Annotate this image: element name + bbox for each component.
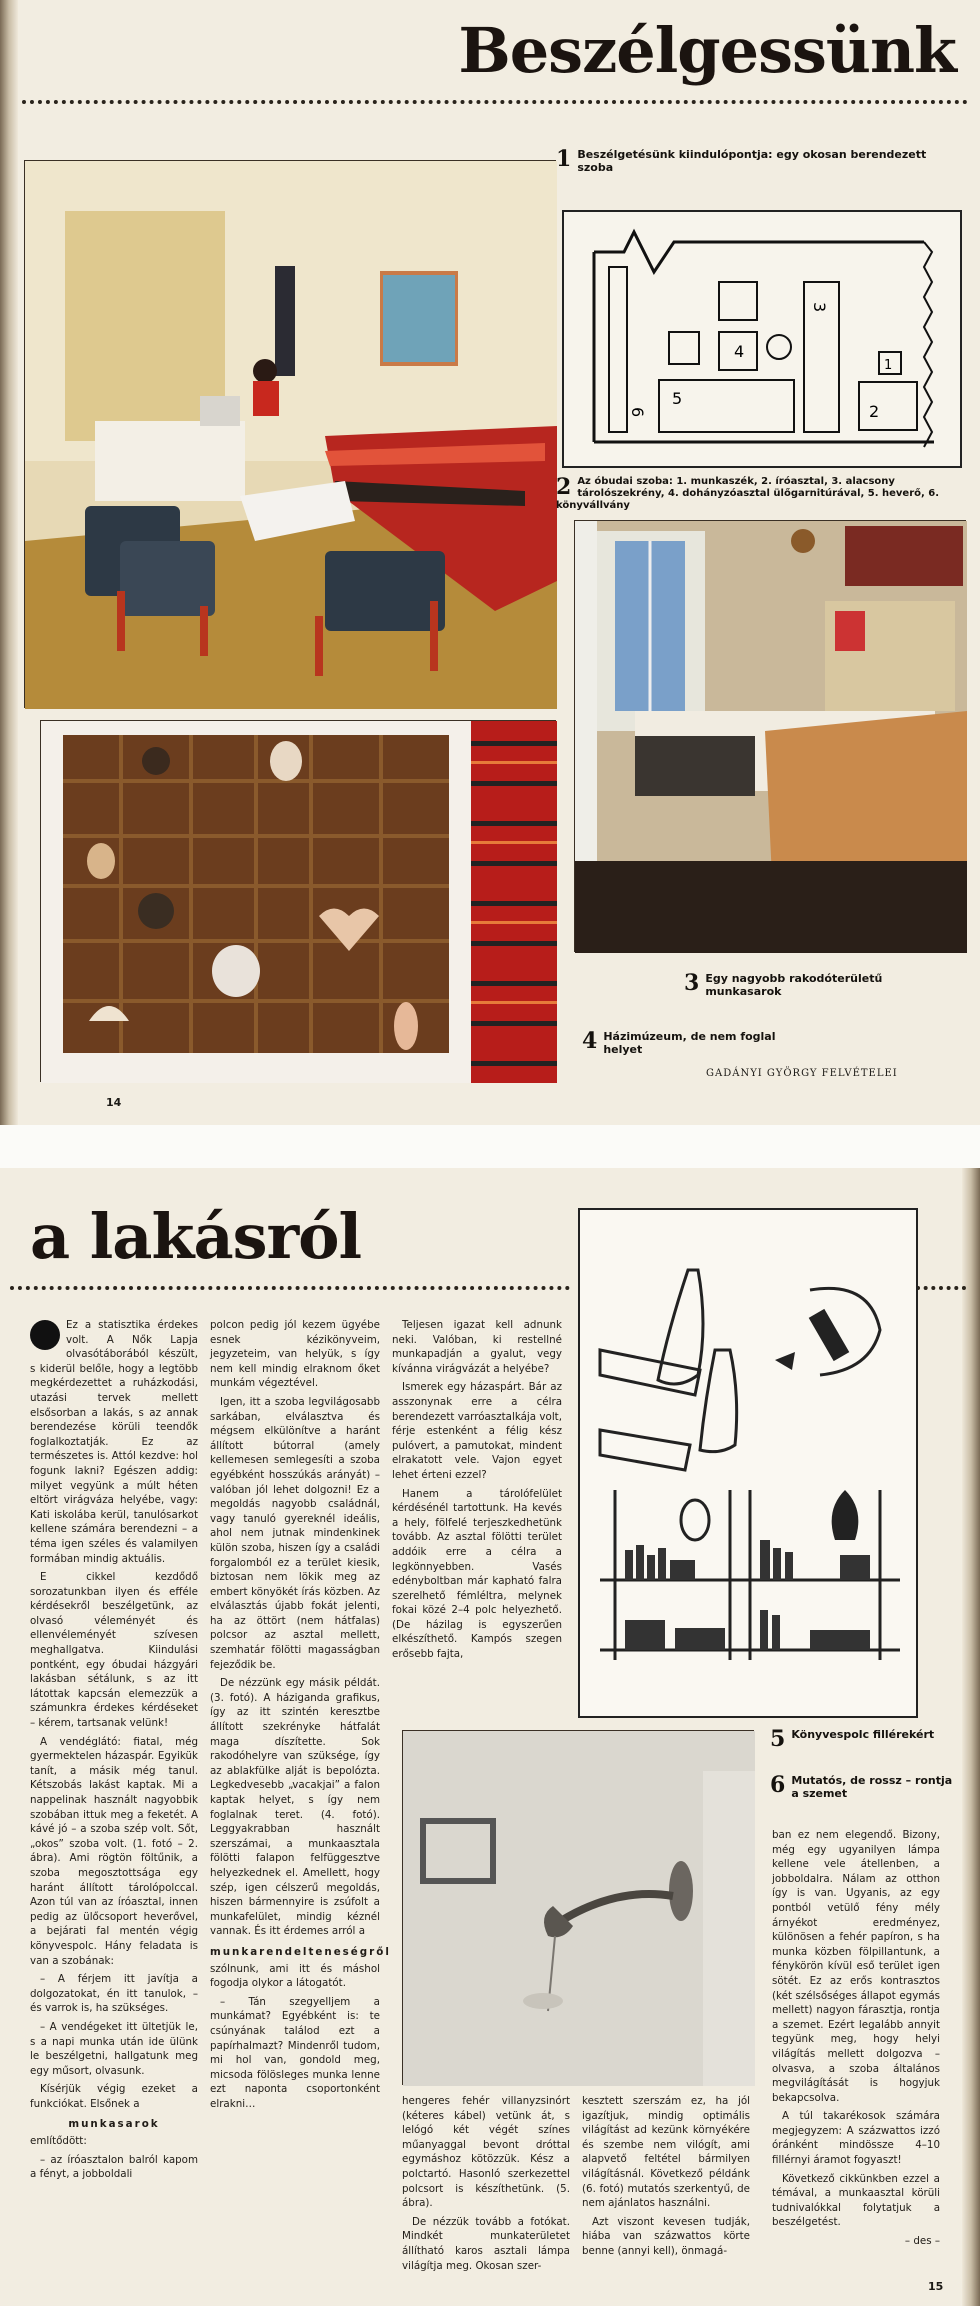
subheading-munkasarok: munkasarok (68, 2118, 160, 2131)
wall-lamp-illustration (403, 1731, 755, 2086)
page-gutter-right (962, 1168, 980, 2306)
page-separator (0, 1125, 980, 1168)
photo-work-corner (574, 520, 966, 952)
photo-wall-lamp (402, 1730, 754, 2085)
magazine-page-15 (0, 1168, 980, 2306)
floor-plan-svg (564, 212, 960, 466)
figure-bookshelf-drawing (578, 1208, 918, 1718)
dotted-rule (22, 100, 968, 104)
living-room-illustration (25, 161, 557, 709)
headline-right: a lakásról (30, 1200, 362, 1273)
caption-3: 3 Egy nagyobb rakodóterületű munkasarok (684, 970, 883, 998)
floorplan-label-2: 2 (869, 402, 880, 421)
floorplan-label-6: 6 (628, 407, 647, 418)
article-column-2: polcon pedig jól kezem ügyébe esnek kézikönyveim, jegyzeteim, van helyük, s így nem kell mindig elraknom őket munkám végeztével. Igen, itt a szoba legvilágosabb sarkában, elválasztva és mégsem elkülönítve a haránt állított bútorral (amely kellemesen semlegesíti a szoba egyébként hosszúkás arányát) – valóban jól lehet dolgozni! Ez a megoldás nagyobb családnál, vagy tanuló gyereknél ideális, ahol nem jutnak mindenkinek külön szoba, hiszen így a családi forgalomból ez a terület kiesik, biztosan nem lökik meg az embert könyökét írás közben. Az elválasztás újabb fokát jelenti, ha az öttört (nem hátfalas) polcsor az asztal mellett, szemhatár fölötti magasságban fejeződik be. De nézzünk egy másik példát. (3. fotó). A háziganda grafikus, így az itt szintén keresztbe állított szekrényke hátfalát maga díszítette. Sok rakodóhelyre van szüksége, így az ablakfülke alját is bepolózta. Legkedvesebb „vacakjai” a falon kaptak helyet, s így nem foglalnak teret. (4. fotó). Leggyakrabban használt szerszámai, a munkaasztala fölötti falapon felfüggesztve helyezkednek el. Amellett, hogy szép, igen célszerű megoldás, hiszen bármennyire is zsúfolt a munkafelület, mindig kéznél vannak. És itt érdemes arról a munkarendelteneségről szólnunk, ami itt és máshol fogodja olykor a látogatót. – Tán szegyelljem a munkámat? Egyébként is: te csúnyának találod ezt a papírhalmazt? Mindenről tudom, mi hol van, gondold meg, micsoda fölösleges munka lenne ezt naponta csoportonként elrakni… (210, 1319, 391, 2110)
floorplan-label-5: 5 (672, 389, 683, 408)
floorplan-label-4: 4 (734, 342, 745, 361)
article-column-3: Teljesen igazat kell adnunk neki. Valóban, ki restellné munkapadján a gyalut, vegy kívánna virágvázát a helyébe? Ismerek egy házaspárt. Bár az asszonynak erre a célra berendezett varróasztalkája volt, férje estenként a félig kész pulóvert, a pamutokat, mindent elrakatott vele. Vajon egyet lehet érteni ezzel? Hanem a tárolófelület kérdésénél tartottunk. Ha kevés a hely, fölfelé terjeszkedhetünk tovább. Az asztal fölötti terület addóik erre a célra a legkönnyebben. Vasés edényboltban már kapható falra szerelhető fémléltra, melynek fokai közé 2–4 polc helyezhető. (De házilag is egyszerűen elkészíthető. Kampós szegen erősebb fajta, (392, 1319, 562, 1661)
subheading-munkarendelteneseg: munkarendelteneségről (210, 1945, 391, 1958)
page-number-left: 14 (106, 1096, 122, 1109)
article-column-5: kesztett szerszám ez, ha jól igazítjuk, mindig optimális világítást ad kezünk környékére és szembe nem vilógít, ami alapvető feltétel bármilyen világításnál. Következő példánk (6. fotó) mutatós szerkentyű, de nem ajánlatos használni. Azt viszont kevesen tudják, hiába van százwattos körte benne (annyi kell), önmagá- (582, 2095, 750, 2257)
floorplan-label-1: 1 (884, 358, 893, 373)
dotted-rule-left (10, 1286, 570, 1290)
article-column-4: hengeres fehér villanyzsinórt (kéteres kábel) vetünk át, s lelógó két végét színes műanyaggal bevont dróttal egymáshoz kötözzük. Kész a polctartó. Hasonló szerkezettel polcsort is készíthetünk. (5. ábra). De nézzük tovább a fotókat. Mindkét munkaterületet állítható karos asztali lámpa világítja meg. Okosan szer- (402, 2095, 570, 2272)
caption-6: 6 Mutatós, de rossz – rontja a szemet (770, 1772, 953, 1800)
caption-2: 2 Az óbudai szoba: 1. munkaszék, 2. íróasztal, 3. alacsony tárolószekrény, 4. dohányzóasztal ülőgarnitúrával, 5. heverő, 6. könyvállvány (556, 474, 940, 511)
caption-5: 5 Könyvespolc fillérekért (770, 1726, 935, 1752)
bookshelf-svg (580, 1210, 916, 1716)
photo-credit: GADÁNYI GYÖRGY FELVÉTELEI (706, 1068, 898, 1079)
magazine-page-14 (0, 0, 980, 1125)
drop-cap (30, 1320, 60, 1350)
article-column-1: Ez a statisztika érdekes volt. A Nők Lapja olvasótáborából készült, s kiderül belőle, hogy a legtöbb megkérdezettet a ruházkodási, utazási tervek mellett elsősorban a lakás, s az annak berendezése körüli teendők foglalkoztatják. Ez az természetes is. Attól kezdve: hol fogunk lakni? Egészen addig: milyet vegyünk a múlt héten eltört virágváza helyébe, vagy: Kati iskolába kerül, tanulósarkot kellene számára berendezni – a téma igen széles és valamilyen formában mindig aktuális. E cikkel kezdődő sorozatunkban ilyen és efféle kérdésekről beszélgetünk, az olvasó véleményét és ellenvéleményét szívesen meghallgatva. Kiindulási pontként, egy óbudai házgyári lakásban sétálunk, s az itt látottak kapcsán elemezzük a számunkra érdekes kérdéseket – kérem, tartsanak velünk! A vendéglátó: fiatal, még gyermektelen házaspár. Egyikük tanít, a másik még tanul. Kétszobás lakást kaptak. Mi a nappelinak használt nagyobbik szobában ittuk meg a feketét. A kávé jó – a szoba szép volt. Sőt, „okos” szoba volt. (1. fotó – 2. ábra). Ami rögtön föltűnik, a szoba megosztottsága egy haránt állított tárolópolccal. Azon túl van az íróasztal, innen pedig az ülőcsoport heverővel, a bejárati fal mentén végig könyvespolc. Hány feladata is van a szobának: – A férjem itt javítja a dolgozatokat, én itt tanulok, – és varrok is, ha szükséges. – A vendégeket itt ültetjük le, s a napi munka után ide ülünk le beszélgetni, hallgatunk meg egy műsort, olvasunk. Kísérjük végig ezeket a funkciókat. Elsőnek a munkasarok említődött: – az íróasztalon balról kapom a fényt, a jobboldali (30, 1319, 198, 2181)
caption-1: 1 Beszélgetésünk kiindulópontja: egy okosan berendezett szoba (556, 146, 927, 174)
dotted-rule-right (916, 1286, 966, 1290)
article-column-6: ban ez nem elegendő. Bizony, még egy ugyanilyen lámpa kellene vele átellenben, a jobboldalra. Nálam az otthon így is van. Ugyanis, az egy pontból vetülő fény mély árnyékot eredményez, különösen a fehér papíron, s ha munka közben fölpillantunk, a fénykörön kívül eső terület igen sötét. Ez az erős kontrasztos (két szélsőséges állapot egymás mellett) nagyon fárasztja, rontja a szemet. Ezért legalább annyit tegyünk meg, hogy helyi világítás mellett dolgozva – olvasva, a szoba általános megvilágítását is hogyjuk bekapcsolva. A túl takarékosok számára megjegyzem: A százwattos izzó óránként mindössze 4–10 fillérnyi áramot fogyaszt! Következő cikkünkben ezzel a témával, a munkaasztal körüli tudnivalókkal folytatjuk a beszélgetést. – des – (772, 1829, 940, 2248)
caption-4: 4 Házimúzeum, de nem foglal helyet (582, 1028, 776, 1056)
floor-plan-diagram (562, 210, 962, 468)
author-signature: – des – (904, 2235, 940, 2248)
floorplan-label-3: 3 (810, 302, 829, 313)
headline-left: Beszélgessünk (458, 14, 956, 87)
house-museum-illustration (41, 721, 557, 1083)
page-number-right: 15 (928, 2280, 944, 2293)
photo-house-museum (40, 720, 556, 1082)
photo-living-room (24, 160, 556, 708)
page-gutter (0, 0, 18, 1125)
work-corner-illustration (575, 521, 967, 953)
